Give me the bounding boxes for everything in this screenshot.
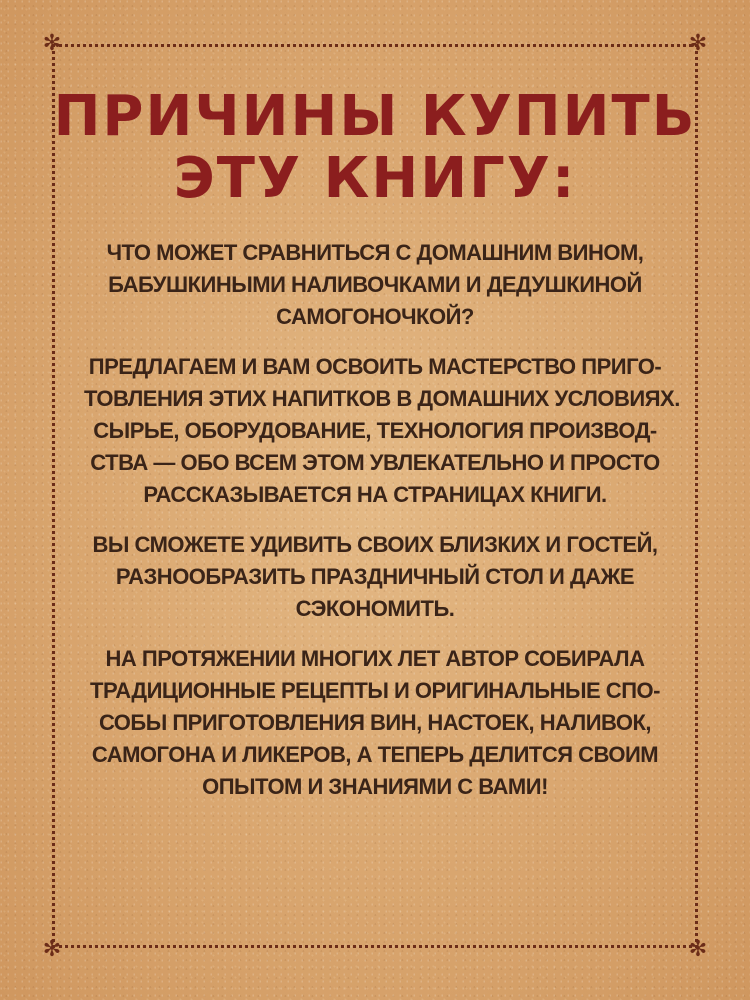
paragraph-line: ТОВЛЕНИЯ ЭТИХ НАПИТКОВ В ДОМАШНИХ УСЛОВИЯХ. [84,386,680,411]
paragraph-line: РАССКАЗЫВАЕТСЯ НА СТРАНИЦАХ КНИГИ. [143,482,607,507]
paragraph-line: СОБЫ ПРИГОТОВЛЕНИЯ ВИН, НАСТОЕК, НАЛИВОК, [98,710,652,735]
corner-ornament-icon: ✻ [42,937,62,962]
paragraph-line: ОПЫТОМ И ЗНАНИЯМИ С ВАМИ! [202,774,548,799]
paragraph-3 [84,529,666,625]
paragraph-line: РАЗНООБРАЗИТЬ ПРАЗДНИЧНЫЙ СТОЛ И ДАЖЕ [115,564,635,589]
paragraph-line: ТРАДИЦИОННЫЕ РЕЦЕПТЫ И ОРИГИНАЛЬНЫЕ СПО- [90,678,660,703]
paragraph-4 [84,643,666,803]
title-line-2: ЭТУ КНИГУ: [173,146,577,211]
paragraph-line: САМОГОНОЧКОЙ? [276,304,474,329]
title-line-1: ПРИЧИНЫ КУПИТЬ [53,84,697,149]
paragraph-line: СЭКОНОМИТЬ. [295,596,455,621]
corner-ornament-icon: ✻ [42,31,62,56]
paragraph-line: БАБУШКИНЫМИ НАЛИВОЧКАМИ И ДЕДУШКИНОЙ [108,272,642,297]
paragraph-line: НА ПРОТЯЖЕНИИ МНОГИХ ЛЕТ АВТОР СОБИРАЛА [105,646,645,671]
paragraph-line: СЫРЬЕ, ОБОРУДОВАНИЕ, ТЕХНОЛОГИЯ ПРОИЗВОД- [93,418,657,443]
content-block [84,237,680,803]
paragraph-line: САМОГОНА И ЛИКЕРОВ, А ТЕПЕРЬ ДЕЛИТСЯ СВОИМ [91,742,659,767]
paragraph-line: ЧТО МОЖЕТ СРАВНИТЬСЯ С ДОМАШНИМ ВИНОМ, [106,240,644,265]
paragraph-line: ПРЕДЛАГАЕМ И ВАМ ОСВОИТЬ МАСТЕРСТВО ПРИГО- [88,354,662,379]
corner-ornament-icon: ✻ [688,31,708,56]
paragraph-line: СТВА — ОБО ВСЕМ ЭТОМ УВЛЕКАТЕЛЬНО И ПРОСТО [90,450,660,475]
paragraph-2 [84,351,680,511]
paragraph-1 [84,237,666,333]
page-title [0,86,750,210]
paragraph-line: ВЫ СМОЖЕТЕ УДИВИТЬ СВОИХ БЛИЗКИХ И ГОСТЕЙ, [92,532,658,557]
corner-ornament-icon: ✻ [688,937,708,962]
